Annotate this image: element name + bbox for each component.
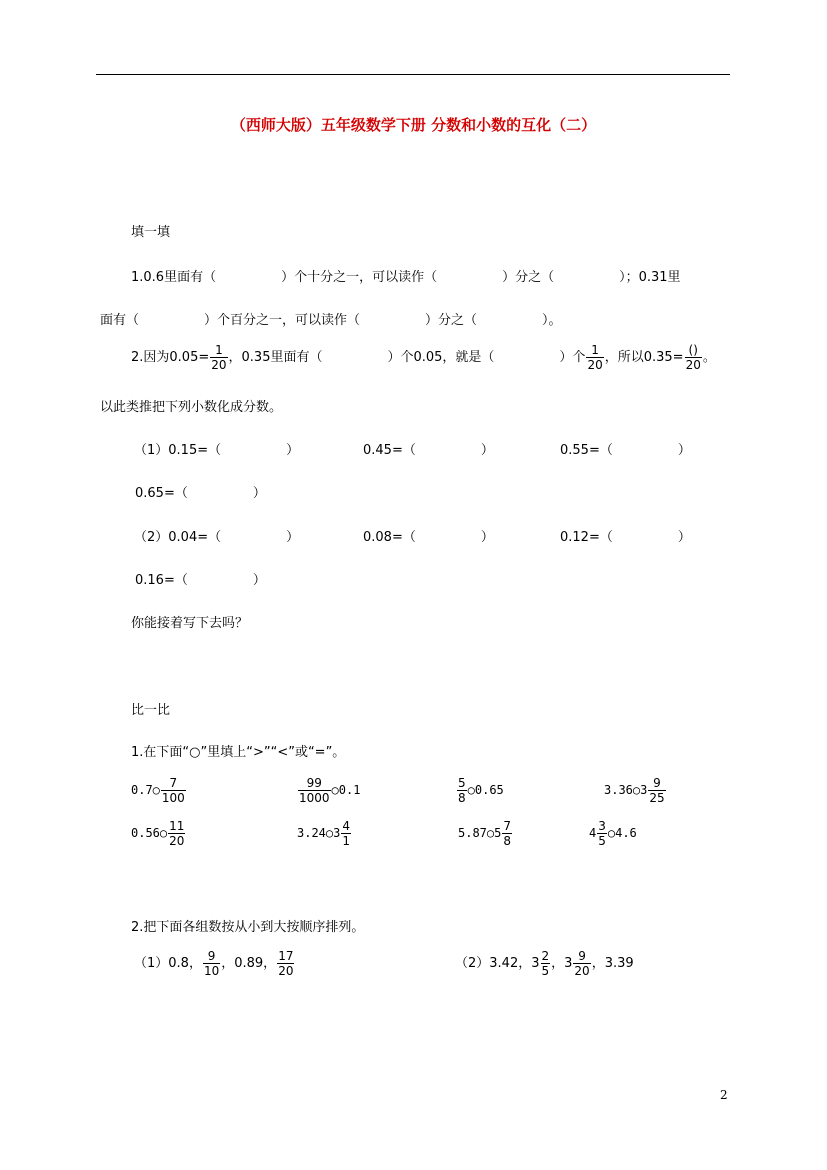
exercise-row1-item1: （1）0.15=（ ） [134, 443, 300, 458]
page-title: （西师大版）五年级数学下册 分数和小数的互化（二） [230, 116, 597, 134]
compare-item-1: 0.7○ $\frac{7}{100}$ [131, 776, 185, 805]
exercise-row2-item3: 0.12=（ ） [560, 530, 691, 545]
fraction: $\frac{7}{100}$ [161, 776, 185, 805]
fraction: $\frac{99}{1000}$ [299, 776, 330, 805]
continue-prompt: 你能接着写下去吗？ [131, 616, 249, 631]
compare-item-3: $\frac{5}{8}$ ○0.65 [458, 776, 504, 805]
exercise-row2-item4: 0.16=（ ） [135, 573, 266, 588]
compare-item-7: 5.87○5 $\frac{7}{8}$ [458, 819, 511, 848]
fraction: $\frac{11}{20}$ [169, 819, 185, 848]
fraction: $\frac{1}{20}$ [587, 343, 603, 372]
compare-question-1: 1.在下面“○”里填上“>”“<”或“=”。 [131, 745, 346, 760]
exercise-row1-item3: 0.55=（ ） [560, 443, 691, 458]
compare-item-8: 4 $\frac{3}{5}$ ○4.6 [589, 819, 637, 848]
section-heading-fill: 填一填 [131, 225, 171, 240]
question-2-line-2: 以此类推把下列小数化成分数。 [100, 400, 283, 415]
section-heading-compare: 比一比 [131, 703, 171, 718]
compare-item-5: 0.56○ $\frac{11}{20}$ [131, 819, 185, 848]
page-number: 2 [720, 1088, 728, 1102]
question-2-line-1 [131, 343, 716, 372]
fraction: $\frac{5}{8}$ [458, 776, 466, 805]
fraction: $\frac{2}{5}$ [541, 949, 550, 978]
q2-text-b: ，0.35里面有（ ）个0.05，就是（ ）个 [228, 350, 586, 365]
fraction: $\frac{1}{20}$ [211, 343, 227, 372]
fraction: $\frac{4}{1}$ [342, 819, 350, 848]
exercise-row2-item2: 0.08=（ ） [363, 530, 494, 545]
fraction: $\frac{()}{20}$ [685, 343, 701, 372]
q2-text-a: 2.因为0.05= [131, 350, 210, 365]
compare-item-4: 3.36○3 $\frac{9}{25}$ [604, 776, 665, 805]
order-group-2: （2）3.42，3 $\frac{2}{5}$ ，3 $\frac{9}{20}$ ，3.39 [455, 949, 634, 978]
header-rule [96, 74, 730, 75]
exercise-row2-item1: （2）0.04=（ ） [134, 530, 300, 545]
fraction: $\frac{7}{8}$ [503, 819, 511, 848]
exercise-row1-item4: 0.65=（ ） [135, 486, 266, 501]
order-question-2: 2.把下面各组数按从小到大按顺序排列。 [131, 920, 365, 935]
fraction: $\frac{3}{5}$ [598, 819, 606, 848]
order-group-1: （1）0.8， $\frac{9}{10}$ ，0.89， $\frac{17}{20}$ [134, 949, 294, 978]
fraction: $\frac{9}{25}$ [649, 776, 665, 805]
question-1-line-2: 面有（ ）个百分之一，可以读作（ ）分之（ ）。 [100, 313, 562, 328]
compare-item-6: 3.24○3 $\frac{4}{1}$ [297, 819, 350, 848]
fraction: $\frac{9}{20}$ [574, 949, 590, 978]
compare-item-2: $\frac{99}{1000}$ ○0.1 [299, 776, 361, 805]
exercise-row1-item2: 0.45=（ ） [363, 443, 494, 458]
q2-text-d: 。 [702, 350, 716, 365]
q2-text-c: ，所以0.35= [604, 350, 684, 365]
fraction: $\frac{9}{10}$ [203, 949, 220, 978]
question-1-line-1: 1.0.6里面有（ ）个十分之一，可以读作（ ）分之（ ）；0.31里 [131, 270, 681, 285]
fraction: $\frac{17}{20}$ [278, 949, 294, 978]
